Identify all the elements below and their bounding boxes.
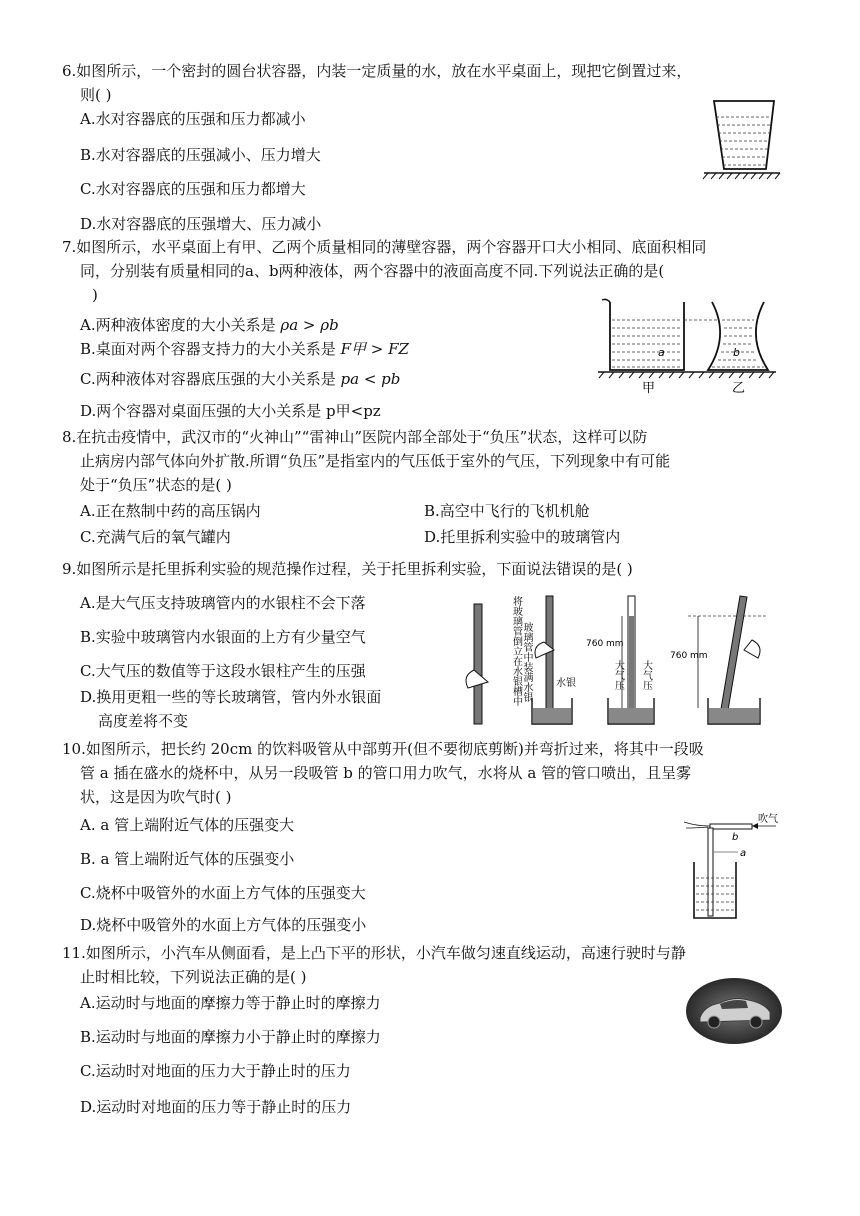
q9-figure-text-invert-tube: 将玻璃管倒立在水银槽中 <box>510 596 522 706</box>
q10-figure-label-blow: 吹气 <box>758 814 778 825</box>
q8-stem-line1: 8.在抗击疫情中，武汉市的“火神山”“雷神山”医院内部全部处于“负压”状态，这样可以防 <box>62 428 648 446</box>
q9-figure-label-atm-left: 大气压 <box>612 660 624 690</box>
q7-option-c: C.两种液体对容器底压强的大小关系是 pa < pb <box>80 370 401 388</box>
q11-option-d: D.运动时对地面的压力等于静止时的压力 <box>80 1098 352 1116</box>
q8-option-d: D.托里拆利实验中的玻璃管内 <box>424 528 621 546</box>
q10-option-c: C.烧杯中吸管外的水面上方气体的压强变大 <box>80 884 366 902</box>
q9-figure-label-atm-right: 大气压 <box>640 660 652 690</box>
q8-stem-line3: 处于“负压”状态的是( ) <box>80 476 232 494</box>
q7-figure-label-yi: 乙 <box>732 381 746 396</box>
q10-option-d: D.烧杯中吸管外的水面上方气体的压强变小 <box>80 916 367 934</box>
q10-stem-line1: 10.如图所示，把长约 20cm 的饮料吸管从中部剪开(但不要彻底剪断)并弯折过来，将其中一段吸 <box>62 740 704 758</box>
q10-straw-blowing-figure <box>680 808 790 922</box>
q7-stem-line2: 同，分别装有质量相同的a、b两种液体，两个容器中的液面高度不同.下列说法正确的是( <box>80 262 665 280</box>
q9-figure-text-fill-tube: 玻璃管中装满水银 <box>452 622 532 633</box>
q11-car-photo <box>684 976 784 1046</box>
q7-option-c-formula: pa < pb <box>340 370 401 388</box>
q6-frustum-container-figure <box>700 95 785 185</box>
q9-torricelli-experiment-figure <box>448 590 778 730</box>
q9-option-d-line1: D.换用更粗一些的等长玻璃管，管内外水银面 <box>80 688 382 706</box>
q6-stem-line2: 则( ) <box>80 86 112 104</box>
q11-option-c: C.运动时对地面的压力大于静止时的压力 <box>80 1062 351 1080</box>
q11-stem-line1: 11.如图所示，小汽车从侧面看，是上凸下平的形状，小汽车做匀速直线运动，高速行驶时与静 <box>62 944 686 962</box>
q10-option-a: A. a 管上端附近气体的压强变大 <box>80 816 295 834</box>
q10-figure-label-a: a <box>740 848 747 859</box>
q7-two-containers-figure <box>598 290 778 398</box>
q8-stem-line2: 止病房内部气体向外扩散.所谓“负压”是指室内的气压低于室外的气压，下列现象中有可能 <box>80 452 671 470</box>
q9-stem-line1: 9.如图所示是托里拆利实验的规范操作过程，关于托里拆利实验，下面说法错误的是( ) <box>62 560 633 578</box>
q9-figure-760mm-vertical: 760 mm <box>586 639 624 649</box>
q6-option-c: C.水对容器底的压强和压力都增大 <box>80 180 306 198</box>
q7-option-d: D.两个容器对桌面压强的大小关系是 p甲<pz <box>80 402 381 420</box>
q9-option-c: C.大气压的数值等于这段水银柱产生的压强 <box>80 662 366 680</box>
q7-figure-label-a: a <box>658 346 665 359</box>
q7-option-b-formula: F甲 > FZ <box>340 340 409 358</box>
q11-option-a: A.运动时与地面的摩擦力等于静止时的摩擦力 <box>80 994 381 1012</box>
q10-stem-line3: 状，这是因为吹气时( ) <box>80 788 232 806</box>
q9-figure-label-mercury: 水银 <box>556 678 576 689</box>
q10-stem-line2: 管 a 插在盛水的烧杯中，从另一段吸管 b 的管口用力吹气，水将从 a 管的管口喷出，且呈雾 <box>80 764 692 782</box>
q11-option-b: B.运动时与地面的摩擦力小于静止时的摩擦力 <box>80 1028 381 1046</box>
q7-option-a-formula: ρa > ρb <box>280 316 339 334</box>
q6-option-b: B.水对容器底的压强减小、压力增大 <box>80 146 321 164</box>
q10-option-b: B. a 管上端附近气体的压强变小 <box>80 850 295 868</box>
q7-option-a: A.两种液体密度的大小关系是 ρa > ρb <box>80 316 339 334</box>
q11-stem-line2: 止时相比较，下列说法正确的是( ) <box>80 968 307 986</box>
q8-option-a: A.正在熬制中药的高压锅内 <box>80 502 261 520</box>
q6-stem-line1: 6.如图所示，一个密封的圆台状容器，内装一定质量的水，放在水平桌面上，现把它倒置过来， <box>62 62 692 80</box>
q8-option-c: C.充满气后的氧气罐内 <box>80 528 231 546</box>
q7-figure-label-jia: 甲 <box>642 381 656 396</box>
q6-option-a: A.水对容器底的压强和压力都减小 <box>80 110 306 128</box>
q9-figure-760mm-tilted: 760 mm <box>670 651 708 661</box>
q6-option-d: D.水对容器底的压强增大、压力减小 <box>80 215 322 233</box>
q7-option-b: B.桌面对两个容器支持力的大小关系是 F甲 > FZ <box>80 340 409 358</box>
q9-option-b: B.实验中玻璃管内水银面的上方有少量空气 <box>80 628 366 646</box>
q7-figure-label-b: b <box>733 346 740 359</box>
q9-option-d-line2: 高度差将不变 <box>98 712 189 730</box>
q7-stem-line3: ) <box>92 286 98 304</box>
q10-figure-label-b: b <box>732 832 739 843</box>
q8-option-b: B.高空中飞行的飞机机舱 <box>424 502 590 520</box>
q9-option-a: A.是大气压支持玻璃管内的水银柱不会下落 <box>80 594 366 612</box>
q7-stem-line1: 7.如图所示，水平桌面上有甲、乙两个质量相同的薄壁容器，两个容器开口大小相同、底面积相同 <box>62 238 707 256</box>
